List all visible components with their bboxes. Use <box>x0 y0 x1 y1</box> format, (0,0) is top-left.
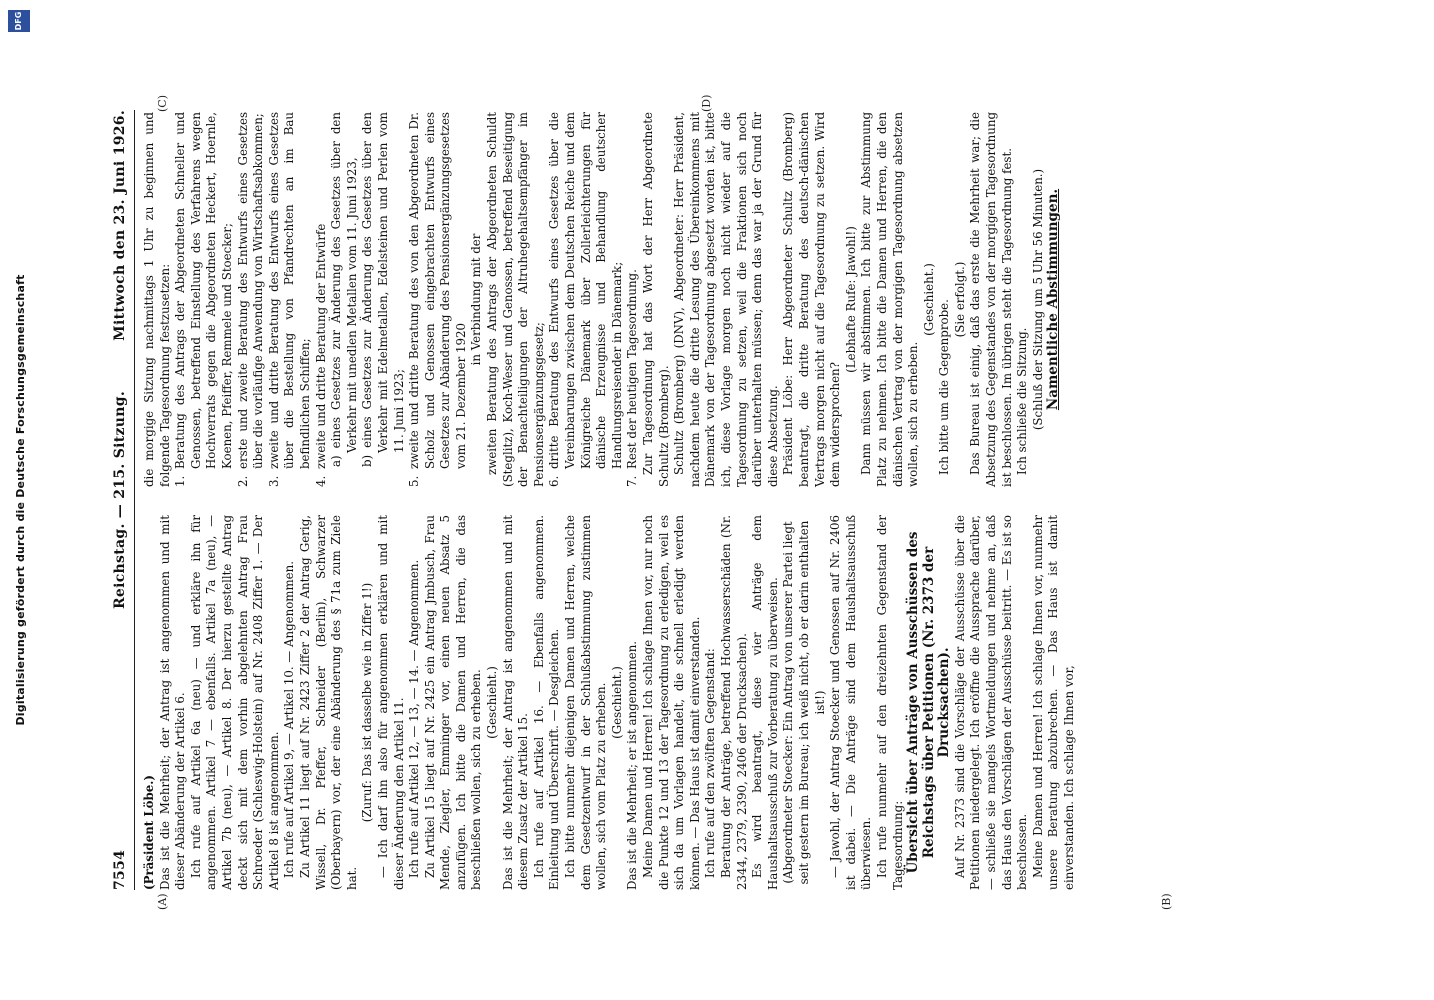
digitization-note: Digitalisierung gefördert durch die Deutsche Forschungsgemeinschaft <box>14 274 27 726</box>
margin-mark-a: (A) <box>156 893 169 910</box>
section-heading: Namentliche Abstimmungen. <box>1045 188 1062 411</box>
margin-mark-d: (D) <box>700 94 713 112</box>
right-text-column <box>142 112 1062 487</box>
paragraph: Ich bitte um die Gegenprobe. <box>937 299 952 475</box>
agenda-list-item: 6.dritte Beratung des Entwurfs eines Gesetzes über die Vereinbarungen zwischen dem Deutschen Reiche und dem Königreiche Dänemark über Zollerleichterungen für dänische Erzeugnisse und Behandlung deutscher Handlungsreisender in Dänemark; <box>547 112 624 487</box>
speaker-label: (Präsident Löbe.) <box>142 775 156 890</box>
stage-direction: (Geschieht.) <box>921 263 936 336</box>
paragraph: Ich rufe auf Artikel 12, — 13, — 14. — Angenommen. <box>407 559 422 878</box>
interjection: (Lebhafte Rufe: Jawohl!) <box>843 226 858 373</box>
agenda-list-item: 4.zweite und dritte Beratung der Entwürfe <box>313 223 328 487</box>
session-date: Mittwoch den 23. Juni 1926. <box>112 110 128 341</box>
paragraph: Das ist die Mehrheit; der Antrag ist angenommen und mit diesem Zusatz der Artikel 15. <box>500 515 531 890</box>
paragraph: Zu Artikel 11 liegt auf Nr. 2423 Ziffer 2 der Antrag Gerig, Wissell, Dr. Pfeffer, Schneider (Berlin), Schwarzer (Oberbayern) vor, der eine Abänderung des § 71a zum Ziele hat. <box>297 515 359 890</box>
paragraph: Ich rufe auf Artikel 9, — Artikel 10. — Angenommen. <box>282 560 297 878</box>
digitization-credit <box>0 0 44 1000</box>
agenda-item-heading: Übersicht über Anträge von Ausschüssen des Reichstags über Petitionen (Nr. 2373 der Drucksachen). <box>905 531 953 874</box>
paragraph: Das ist die Mehrheit; der Antrag ist angenommen und mit dieser Abänderung der Artikel 6. <box>157 515 188 890</box>
paragraph: Ich schließe die Sitzung. <box>1015 327 1030 475</box>
speech-paragraph: Schultz (Bromberg) (DNV), Abgeordneter: Herr Präsident, nachdem heute die dritte Lesung des Übereinkommens mit Dänemark von der Tagesordnung abgesetzt worden ist, bitte ich, diese Vorlage morgen noch nicht wieder auf die Tagesordnung zu setzen, weil die Fraktionen sich noch darüber unterhalten müssen; denn das war ja der Grund für diese Absetzung. <box>672 112 780 487</box>
dfg-logo: DFG <box>8 10 30 32</box>
paragraph: Ich bitte nunmehr diejenigen Damen und Herren, welche dem Gesetzentwurf in der Schlußabstimmung zustimmen wollen, sich vom Platz zu erheben. <box>563 515 609 890</box>
margin-mark-b: (B) <box>1160 893 1173 910</box>
paragraph: Auf Nr. 2373 sind die Vorschläge der Ausschüsse über die Petitionen niedergelegt. Ich eröffne die Aussprache darüber, — schließe sie mangels Wortmeldungen und nehme an, daß das Haus den Vorschlägen der Ausschüsse beitritt. — Es ist so beschlossen. <box>952 515 1030 890</box>
paragraph: Es wird beantragt, diese vier Anträge dem Haushaltsausschuß zur Vorberatung zu überweisen. <box>750 515 780 890</box>
paragraph: Ich rufe auf Artikel 6a (neu) — und erkläre ihn für angenommen. Artikel 7 — ebenfalls. Artikel 7a (neu), — Artikel 7b (neu), — Artikel 8. Der hierzu gestellte Antrag deckt sich mit dem vorhin abgelehnten Antrag Frau Schroeder (Schleswig-Holstein) auf Nr. 2408 Ziffer 1. — Der Artikel 8 ist angenommen. <box>188 515 281 890</box>
agenda-list-item: 7.Rest der heutigen Tagesordnung. <box>625 269 640 487</box>
paragraph: zweiten Beratung des Antrags der Abgeordneten Schuldt (Steglitz), Koch-Weser und Genossen, betreffend Beseitigung der Benachteiligungen der Altruhegehaltsempfänger im Pensionsergänzungsgesetz; <box>485 112 546 487</box>
paragraph: Ich rufe auf Artikel 16. — Ebenfalls angenommen. Einleitung und Überschrift. — Desgleichen. <box>531 515 562 890</box>
stage-direction: (Geschieht.) <box>485 666 500 739</box>
stage-direction: (Sie erfolgt.) <box>952 261 967 338</box>
session-title: Reichstag. — 215. Sitzung. <box>112 390 128 610</box>
agenda-list-item: 2.erste und zweite Beratung des Entwurfs eines Gesetzes über die vorläufige Anwendung von Wirtschaftsabkommen; <box>235 112 266 487</box>
agenda-list <box>547 112 641 487</box>
left-text-column <box>142 515 1078 890</box>
paragraph: Meine Damen und Herren! Ich schlage Ihnen vor, nur noch die Punkte 12 und 13 der Tagesordnung zu erledigen, weil es sich da um Vorlagen handelt, die schnell erledigt werden können. — Das Haus ist damit einverstanden. <box>641 515 702 890</box>
agenda-list-item: 1.Beratung des Antrags der Abgeordneten Schneller und Genossen, betreffend Einstellung des Verfahrens wegen Hochverrats gegen die Abgeordneten Heckert, Hoernle, Koenen, Pfeiffer, Remmele und Stoecker; <box>173 112 234 487</box>
paragraph: — Jawohl, der Antrag Stoecker und Genossen auf Nr. 2406 ist dabei. — Die Anträge sind dem Haushaltsausschuß überwiesen. <box>828 515 874 890</box>
paragraph: die morgige Sitzung nachmittags 1 Uhr zu beginnen und folgende Tagesordnung festzusetzen: <box>142 112 172 487</box>
agenda-sub-item: b) eines Gesetzes zur Änderung des Gesetzes über den Verkehr mit Edelmetallen, Edelsteinen und Perlen vom 11. Juni 1923; <box>360 112 406 467</box>
page-number: 7554 <box>112 849 128 890</box>
paragraph: Zu Artikel 15 liegt auf Nr. 2425 ein Antrag Jmbusch, Frau Mende, Ziegler, Emminger vor, einen neuen Absatz 5 anzufügen. Ich bitte die Damen und Herren, die das beschließen wollen, sich zu erheben. <box>422 515 484 890</box>
margin-mark-c: (C) <box>156 95 169 112</box>
paragraph: Meine Damen und Herren! Ich schlage Ihnen vor, nunmehr unsere Beratung abzubrechen. — Das Haus ist damit einverstanden. Ich schlage Ihnen vor, <box>1030 515 1077 890</box>
interjection: (Zuruf: Das ist dasselbe wie in Ziffer 1!) <box>360 582 375 823</box>
agenda-list-item: 5.zweite und dritte Beratung des von den Abgeordneten Dr. Scholz und Genossen eingebrachten Entwurfs eines Gesetzes zur Abänderung des Pensionsergänzungsgesetzes vom 21. Dezember 1920 <box>407 112 468 487</box>
agenda-list <box>407 112 469 487</box>
page-header <box>110 110 135 890</box>
agenda-item-title: Beratung der Anträge, betreffend Hochwasserschäden (Nr. 2344, 2379, 2390, 2406 der Drucksachen). <box>718 515 749 890</box>
agenda-list <box>173 112 329 487</box>
paragraph: Das Bureau ist einig, daß das erste die Mehrheit war; die Absetzung des Gegenstandes von der morgigen Tagesordnung ist beschlossen. Im übrigen steht die Tagesordnung fest. <box>968 112 1014 487</box>
session-end-note: (Schluß der Sitzung um 5 Uhr 56 Minuten.) <box>1030 168 1045 431</box>
paragraph: Das ist die Mehrheit; er ist angenommen. <box>625 640 640 890</box>
agenda-list-item: 3.zweite und dritte Beratung des Entwurfs eines Gesetzes über die Bestellung von Pfandrechten an im Bau befindlichen Schiffen; <box>266 112 312 487</box>
paragraph: Dann müssen wir abstimmen. Ich bitte zur Abstimmung Platz zu nehmen. Ich bitte die Damen und Herren, die den dänischen Vertrag von der morgigen Tagesordnung absetzen wollen, sich zu erheben. <box>859 112 921 487</box>
paragraph: — Ich darf ihn also für angenommen erklären und mit dieser Änderung den Artikel 11. <box>375 515 406 890</box>
stage-direction: (Geschieht.) <box>609 666 624 739</box>
agenda-sub-item: a) eines Gesetzes zur Änderung des Gesetzes über den Verkehr mit unedlen Metallen vom 11. Juni 1923, <box>329 112 359 467</box>
paragraph: Zur Tagesordnung hat das Wort der Herr Abgeordnete Schultz (Bromberg). <box>641 112 671 487</box>
paragraph: Ich rufe nunmehr auf den dreizehnten Gegenstand der Tagesordnung: <box>874 515 905 890</box>
paragraph: Ich rufe auf den zwölften Gegenstand: <box>703 648 718 878</box>
speech-paragraph: Präsident Löbe: Herr Abgeordneter Schultz (Bromberg) beantragt, die dritte Beratung des deutsch-dänischen Vertrags morgen nicht auf die Tagesordnung zu setzen. Wird dem widersprochen? <box>781 112 843 487</box>
interjection: (Abgeordneter Stoecker: Ein Antrag von unserer Partei liegt seit gestern im Bureau; ich weiß nicht, ob er darin enthalten ist!) <box>781 520 827 885</box>
paragraph: in Verbindung mit der <box>469 233 484 366</box>
